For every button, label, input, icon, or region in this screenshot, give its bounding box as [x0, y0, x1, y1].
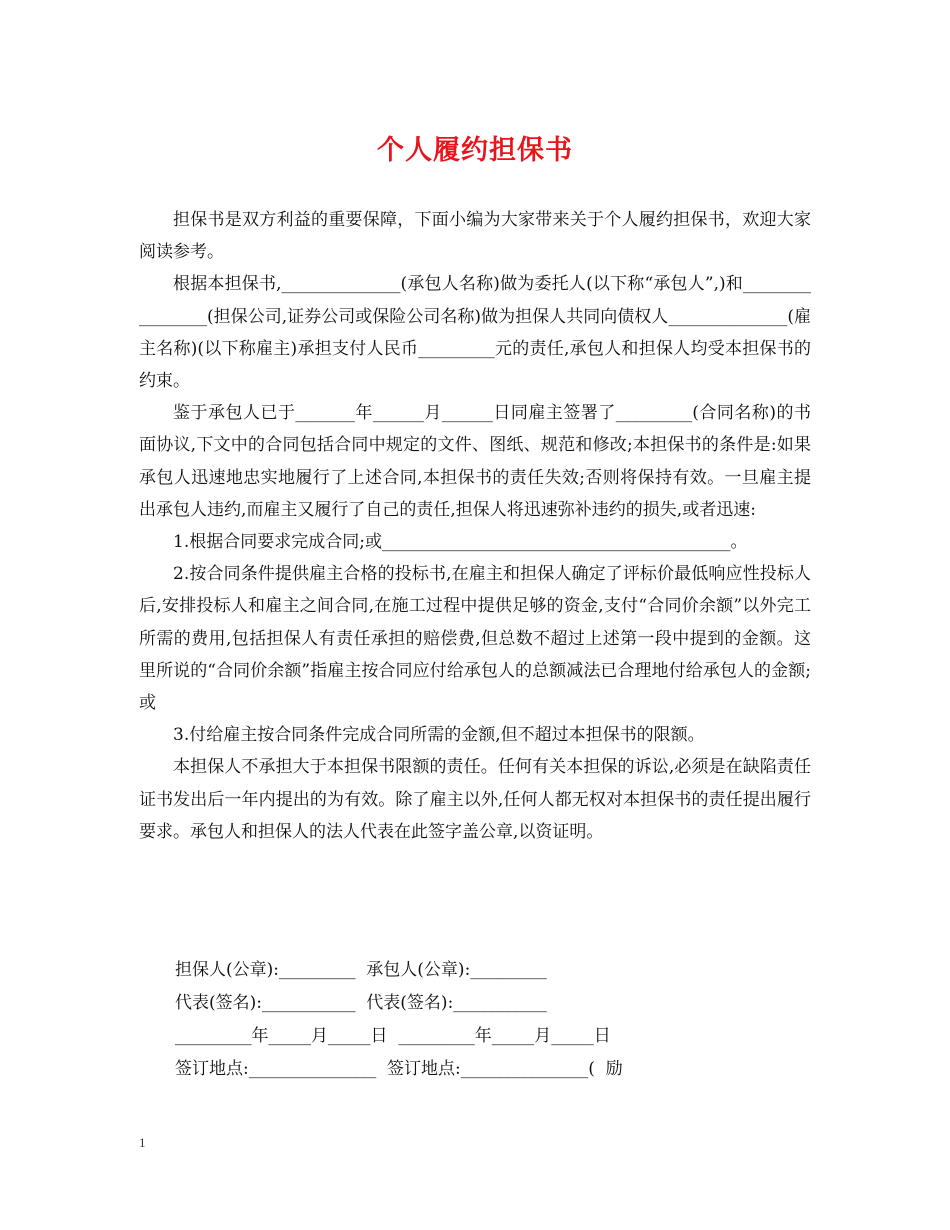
document-body	[139, 204, 811, 848]
intro-paragraph: 担保书是双方利益的重要保障，下面小编为大家带来关于个人履约担保书，欢迎大家阅读参考。	[139, 210, 811, 263]
signature-representative-line: 代表(签名):___________ 代表(签名):___________	[175, 993, 547, 1013]
signature-date-line: _________年_____月_____日 _________年_____月_____日	[175, 1026, 611, 1046]
contract-conditions-paragraph: 鉴于承包人已于_______年______月______日同雇主签署了_________(合同名称)的书面协议,下文中的合同包括合同中规定的文件、图纸、规范和修改;本担保书的条件是:如果承包人迅速地忠实地履行了上述合同,本担保书的责任失效;否则将保持有效。一旦雇主提出承包人违约,而雇主又履行了自己的责任,担保人将迅速弥补违约的损失,或者迅速:	[139, 403, 811, 520]
guarantee-parties-paragraph: 根据本担保书,______________(承包人名称)做为委托人(以下称“承包人”,)和________________(担保公司,证券公司或保险公司名称)做为担保人共同向债权人______________(雇主名称)(以下称雇主)承担支付人民币_________元的责任,承包人和担保人均受本担保书的约束。	[139, 274, 811, 392]
liability-limit-paragraph: 本担保人不承担大于本担保书限额的责任。任何有关本担保的诉讼,必须是在缺陷责任证书发出后一年内提出的为有效。除了雇主以外,任何人都无权对本担保书的责任提出履行要求。承包人和担保人的法人代表在此签字盖公章,以资证明。	[139, 757, 811, 842]
signature-seal-line: 担保人(公章):_________ 承包人(公章):_________	[175, 960, 547, 980]
option-2-paragraph: 2.按合同条件提供雇主合格的投标书,在雇主和担保人确定了评标价最低响应性投标人后,安排投标人和雇主之间合同,在施工过程中提供足够的资金,支付“合同价余额”以外完工所需的费用,包括担保人有责任承担的赔偿费,但总数不超过上述第一段中提到的金额。这里所说的“合同价余额”指雇主按合同应付给承包人的总额减法已合理地付给承包人的金额;或	[139, 564, 811, 714]
option-3-paragraph: 3.付给雇主按合同条件完成合同所需的金额,但不超过本担保书的限额。	[173, 725, 705, 746]
option-1-paragraph: 1.根据合同要求完成合同;或_________________________________________。	[173, 532, 748, 553]
page-number: 1	[139, 1135, 146, 1150]
signature-location-line: 签订地点:_______________ 签订地点:_______________( 励	[175, 1059, 623, 1079]
document-title: 个人履约担保书	[377, 135, 573, 166]
